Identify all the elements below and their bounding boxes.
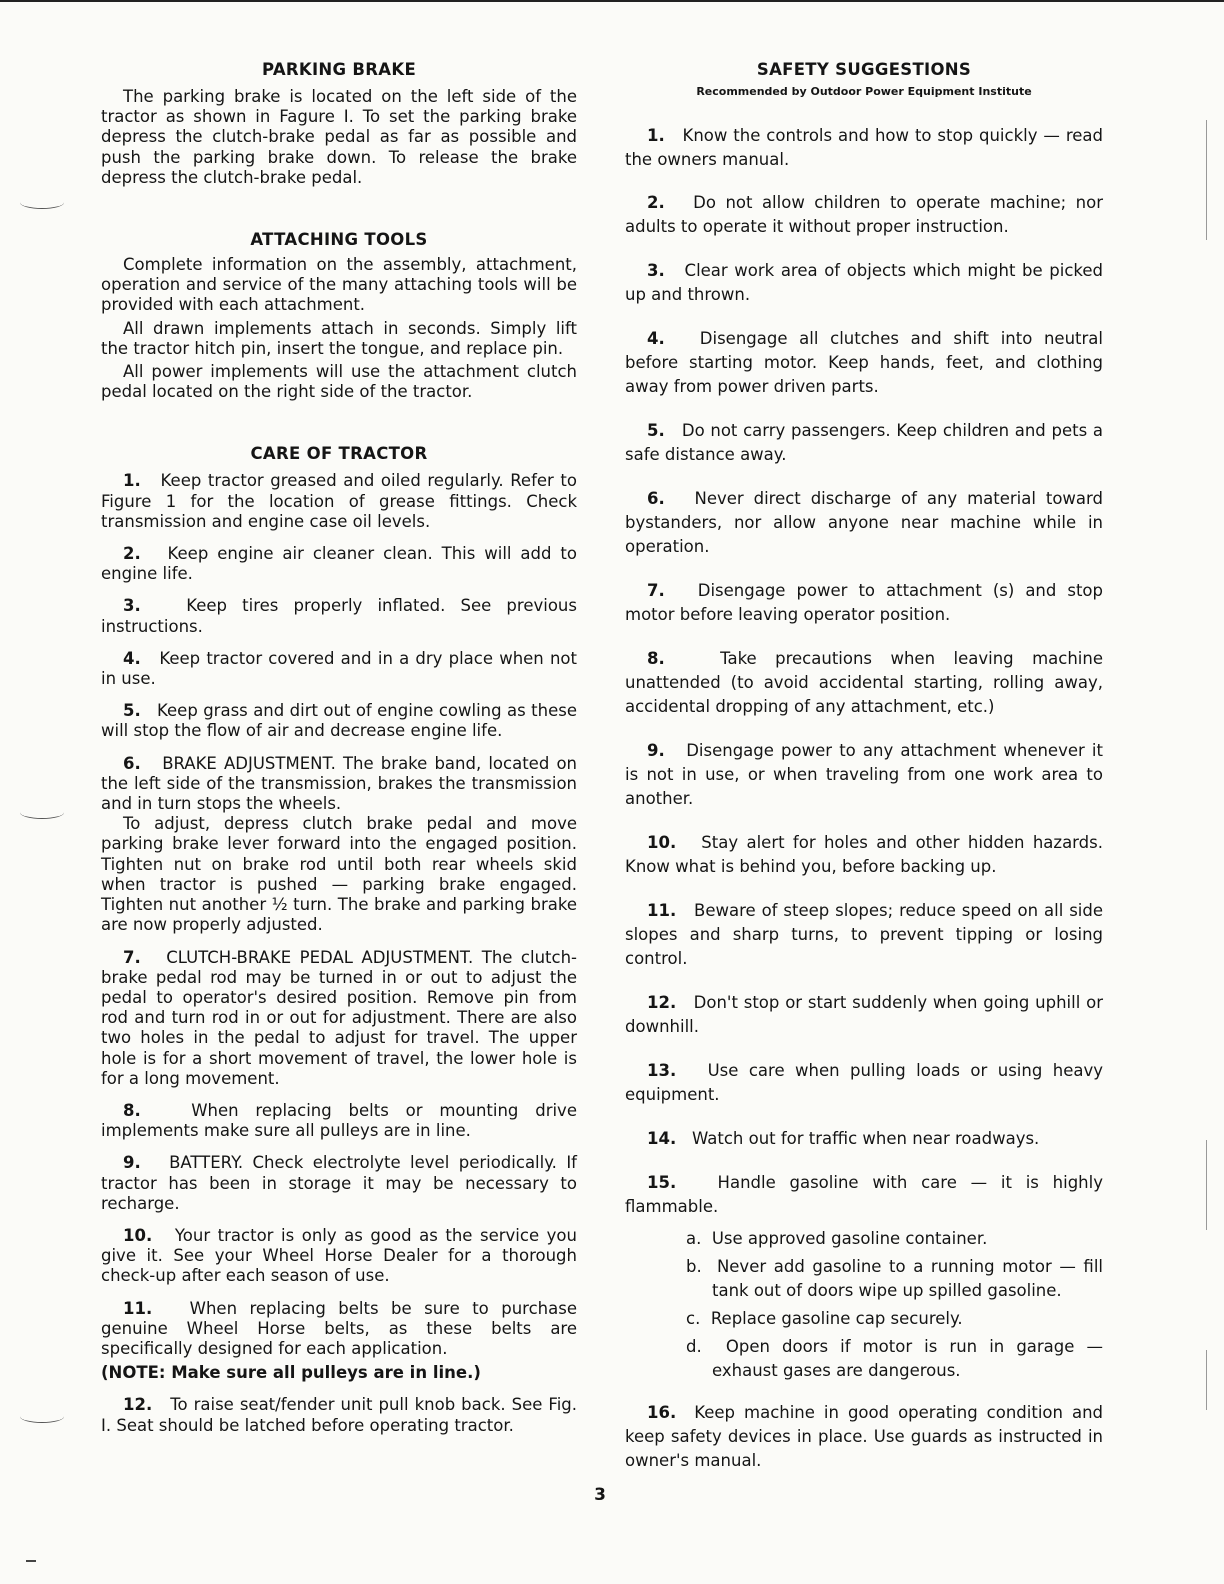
care-item-number: 6. <box>123 753 141 773</box>
gasoline-sub-item <box>686 1227 1103 1251</box>
care-item-number: 3. <box>123 596 141 616</box>
care-item-text: Keep grass and dirt out of engine cowling as these will stop the flow of air and decrease engine life. <box>101 701 577 741</box>
care-item <box>101 1153 577 1214</box>
safety-item <box>625 899 1103 971</box>
safety-item <box>625 1127 1103 1151</box>
binding-edge-mark <box>1206 120 1207 240</box>
safety-item-text: Stay alert for holes and other hidden hazards. Know what is behind you, before backing up. <box>625 833 1103 876</box>
safety-item-number: 4. <box>647 329 665 348</box>
care-item-number: 5. <box>123 701 141 721</box>
care-item-number: 10. <box>123 1225 153 1245</box>
care-item <box>101 1299 577 1360</box>
attaching-tools-p3: All power implements will use the attachment clutch pedal located on the right side of the tractor. <box>101 362 577 402</box>
left-column <box>101 60 577 1436</box>
safety-item-text: Handle gasoline with care — it is highly flammable. <box>625 1173 1103 1216</box>
attaching-tools-heading: ATTACHING TOOLS <box>250 230 428 250</box>
care-of-tractor-heading: CARE OF TRACTOR <box>250 444 428 464</box>
care-item-text: Keep tires properly inflated. See previous instructions. <box>101 596 577 636</box>
care-item-text: BRAKE ADJUSTMENT. The brake band, located on the left side of the transmission, brakes the transmission and in turn stops the wheels. <box>101 753 577 814</box>
safety-item <box>625 1171 1103 1219</box>
care-item-text: When replacing belts or mounting drive implements make sure all pulleys are in line. <box>101 1100 577 1141</box>
corner-mark <box>26 1560 36 1562</box>
care-item <box>101 544 577 584</box>
safety-item-number: 13. <box>647 1061 677 1080</box>
safety-item-text: Do not carry passengers. Keep children and pets a safe distance away. <box>625 421 1103 464</box>
safety-item <box>625 124 1103 172</box>
care-item-number: 1. <box>123 471 141 491</box>
gasoline-sub-item <box>686 1255 1103 1303</box>
safety-item-text: Disengage power to attachment (s) and stop motor before leaving operator position. <box>625 581 1103 624</box>
safety-item-number: 8. <box>647 649 665 668</box>
sub-item-text: Replace gasoline cap securely. <box>710 1309 963 1328</box>
safety-item <box>625 191 1103 239</box>
safety-item-text: Watch out for traffic when near roadways. <box>691 1129 1040 1148</box>
care-item <box>101 754 577 815</box>
safety-item <box>625 579 1103 627</box>
care-item-number: 8. <box>123 1100 141 1120</box>
care-item <box>101 1395 577 1435</box>
care-item-text: Keep tractor covered and in a dry place when not in use. <box>101 648 577 689</box>
care-item-text: Keep engine air cleaner clean. This will add to engine life. <box>101 544 577 584</box>
punch-hole-mark <box>20 1410 64 1423</box>
safety-item <box>625 831 1103 879</box>
care-item-text: CLUTCH-BRAKE PEDAL ADJUSTMENT. The clutch-brake pedal rod may be turned in or out to adjust the pedal to operator's desired position. Remove pin from rod and turn rod in or out for adjustment. There are also two holes in the pedal to adjust for travel. The upper hole is for a short movement of travel, the lower hole is for a long movement. <box>101 947 577 1088</box>
binding-edge-mark <box>1206 1350 1207 1410</box>
safety-item <box>625 327 1103 399</box>
care-item-text: To raise seat/fender unit pull knob back. See Fig. I. Seat should be latched before operating tractor. <box>101 1395 577 1435</box>
top-edge-line <box>0 0 1224 2</box>
care-item-number: 2. <box>123 544 141 564</box>
care-item <box>101 596 577 636</box>
sub-item-letter: b. <box>686 1257 702 1276</box>
page-number: 3 <box>594 1485 606 1505</box>
safety-item-number: 16. <box>647 1403 677 1422</box>
parking-brake-heading: PARKING BRAKE <box>261 60 417 79</box>
safety-subtitle: Recommended by Outdoor Power Equipment Institute <box>696 85 1032 98</box>
care-item-number: 11. <box>123 1298 153 1318</box>
safety-item-text: Clear work area of objects which might be picked up and thrown. <box>625 261 1103 304</box>
safety-suggestions-heading: SAFETY SUGGESTIONS <box>756 60 972 79</box>
care-item <box>101 701 577 741</box>
safety-item-text: Know the controls and how to stop quickly — read the owners manual. <box>625 126 1103 169</box>
safety-item-text: Disengage power to any attachment whenever it is not in use, or when traveling from one work area to another. <box>625 741 1103 808</box>
care-item <box>101 649 577 689</box>
care-item-number: 9. <box>123 1153 141 1173</box>
safety-item <box>625 259 1103 307</box>
pulleys-note: (NOTE: Make sure all pulleys are in line.) <box>101 1363 481 1383</box>
safety-item-text: Don't stop or start suddenly when going uphill or downhill. <box>625 993 1103 1036</box>
safety-item-text: Use care when pulling loads or using heavy equipment. <box>625 1061 1103 1104</box>
care-item <box>101 948 577 1089</box>
safety-item <box>625 487 1103 559</box>
sub-item-letter: a. <box>686 1229 702 1248</box>
care-item <box>101 471 577 532</box>
safety-item-number: 6. <box>647 489 665 508</box>
care-item-text: Keep tractor greased and oiled regularly. Refer to Figure 1 for the location of grease fittings. Check transmission and engine case oil levels. <box>101 471 577 531</box>
care-item-number: 4. <box>123 648 141 668</box>
safety-item-text: Beware of steep slopes; reduce speed on all side slopes and sharp turns, to prevent tipping or losing control. <box>625 901 1103 968</box>
care-item <box>101 1101 577 1141</box>
safety-item-number: 12. <box>647 993 677 1012</box>
gasoline-sub-item <box>686 1307 1103 1331</box>
brake-adjustment-continued: To adjust, depress clutch brake pedal and move parking brake lever forward into the engaged position. Tighten nut on brake rod until both rear wheels skid when tractor is pushed — parking brake engaged. Tighten nut another ½ turn. The brake and parking brake are now properly adjusted. <box>101 814 577 935</box>
safety-item-number: 11. <box>647 901 677 920</box>
binding-edge-mark <box>1206 1140 1207 1230</box>
safety-item <box>625 1401 1103 1473</box>
punch-hole-mark <box>20 806 64 819</box>
safety-item-number: 10. <box>647 833 677 852</box>
care-item-text: When replacing belts be sure to purchase genuine Wheel Horse belts, as these belts are specifically designed for each application. <box>101 1298 577 1358</box>
safety-item-number: 9. <box>647 741 665 760</box>
safety-item <box>625 991 1103 1039</box>
parking-brake-text: The parking brake is located on the left side of the tractor as shown in Fagure I. To set the parking brake depress the clutch-brake pedal as far as possible and push the parking brake down. To release the brake depress the clutch-brake pedal. <box>101 87 577 187</box>
safety-item-number: 2. <box>647 193 665 212</box>
safety-item-text: Keep machine in good operating condition and keep safety devices in place. Use guards as instructed in owner's manual. <box>625 1403 1103 1470</box>
safety-item-number: 5. <box>647 421 665 440</box>
sub-item-text: Open doors if motor is run in garage — exhaust gases are dangerous. <box>712 1337 1103 1380</box>
safety-item-number: 15. <box>647 1173 677 1192</box>
safety-item-number: 14. <box>647 1129 677 1148</box>
safety-item-number: 3. <box>647 261 665 280</box>
sub-item-letter: c. <box>686 1309 701 1328</box>
safety-item <box>625 419 1103 467</box>
sub-item-text: Use approved gasoline container. <box>711 1229 988 1248</box>
right-column <box>625 60 1103 1473</box>
care-item-number: 12. <box>123 1395 153 1415</box>
punch-hole-mark <box>20 196 64 209</box>
safety-item-text: Do not allow children to operate machine; nor adults to operate it without proper instruction. <box>625 193 1103 236</box>
care-item-number: 7. <box>123 947 141 967</box>
safety-item-text: Disengage all clutches and shift into neutral before starting motor. Keep hands, feet, and clothing away from power driven parts. <box>625 329 1103 396</box>
attaching-tools-p2: All drawn implements attach in seconds. Simply lift the tractor hitch pin, insert the tongue, and replace pin. <box>101 318 577 358</box>
care-item-text: Your tractor is only as good as the service you give it. See your Wheel Horse Dealer for a thorough check-up after each season of use. <box>101 1225 577 1286</box>
safety-item <box>625 647 1103 719</box>
sub-item-text: Never add gasoline to a running motor — fill tank out of doors wipe up spilled gasoline. <box>712 1257 1103 1300</box>
safety-item-number: 7. <box>647 581 665 600</box>
safety-item-text: Take precautions when leaving machine unattended (to avoid accidental starting, rolling away, accidental dropping of any attachment, etc.) <box>625 649 1103 716</box>
care-item <box>101 1226 577 1287</box>
safety-item-number: 1. <box>647 126 665 145</box>
attaching-tools-p1: Complete information on the assembly, attachment, operation and service of the many attaching tools will be provided with each attachment. <box>101 255 577 315</box>
care-item-text: BATTERY. Check electrolyte level periodically. If tractor has been in storage it may be necessary to recharge. <box>101 1153 577 1213</box>
safety-item <box>625 739 1103 811</box>
gasoline-sub-item <box>686 1335 1103 1383</box>
safety-item <box>625 1059 1103 1107</box>
safety-item-text: Never direct discharge of any material toward bystanders, nor allow anyone near machine while in operation. <box>625 489 1103 556</box>
sub-item-letter: d. <box>686 1337 702 1356</box>
